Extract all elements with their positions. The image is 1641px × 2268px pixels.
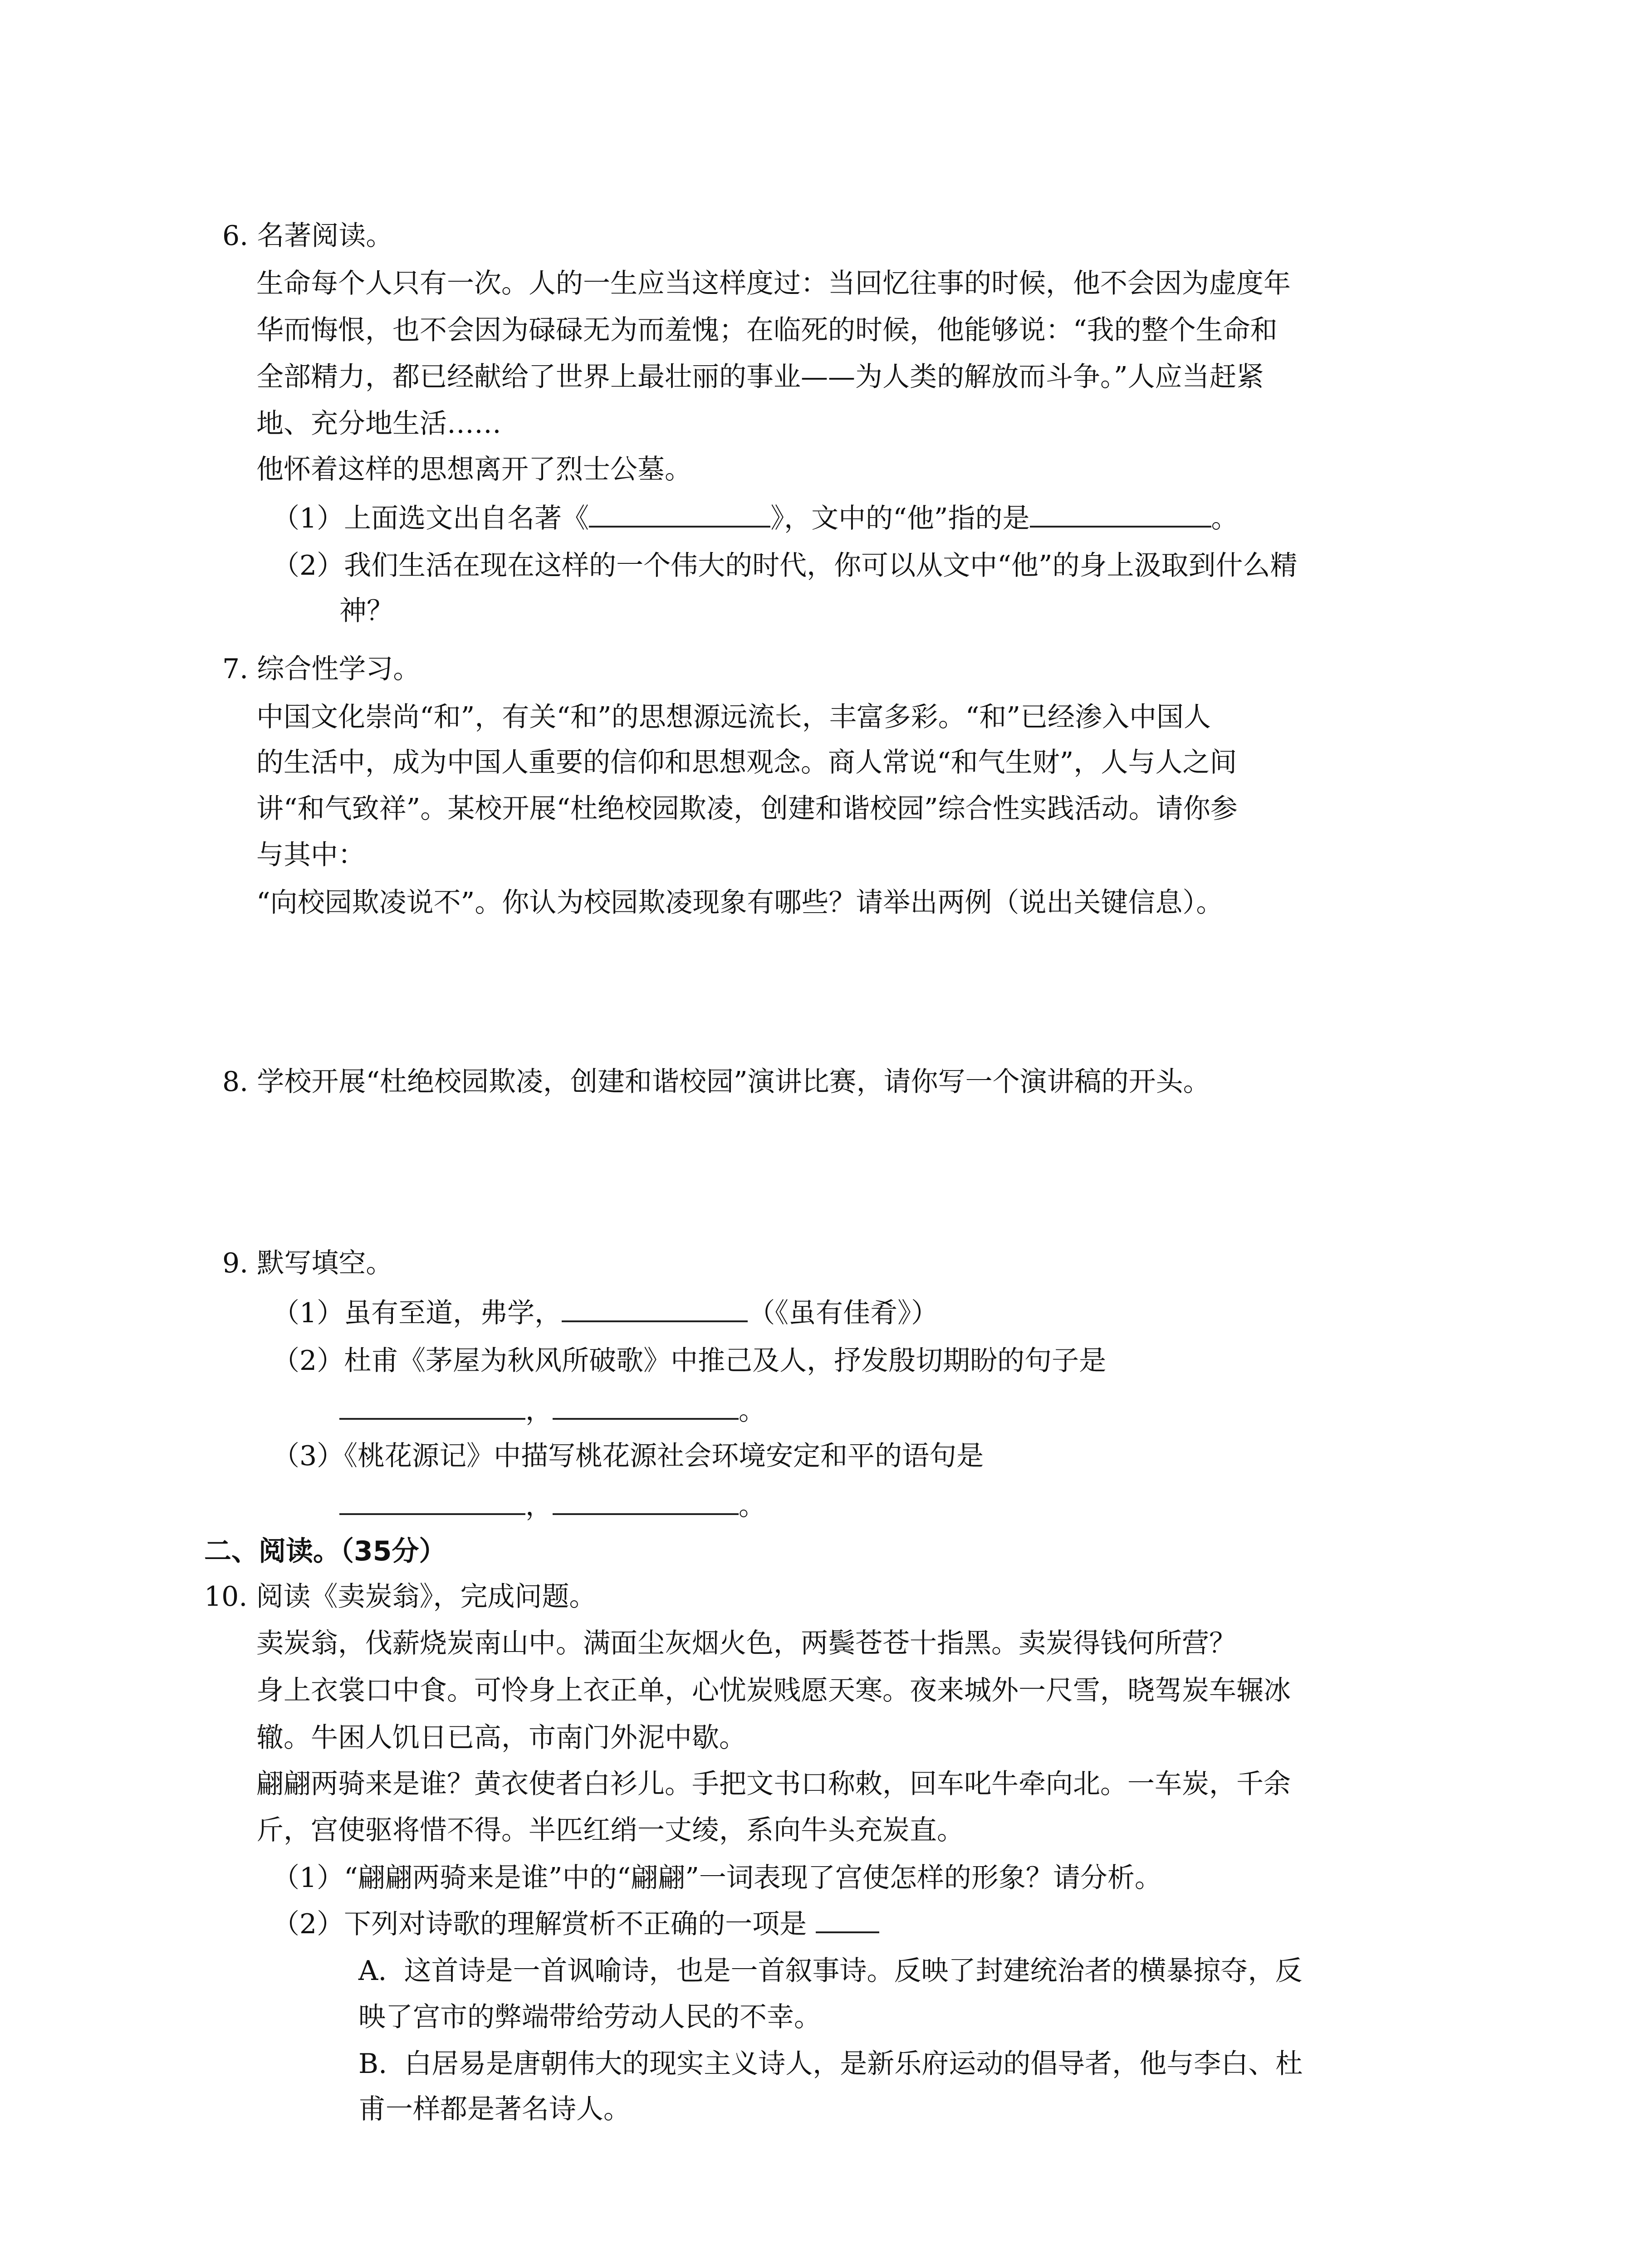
q10-option-a-line: 映了宫市的弊端带给劳动人民的不幸。 bbox=[358, 2001, 821, 2033]
q8-title: 8. 学校开展“杜绝校园欺凌，创建和谐校园”演讲比赛，请你写一个演讲稿的开头。 bbox=[222, 1066, 1210, 1098]
q7-title: 7. 综合性学习。 bbox=[222, 653, 421, 685]
answer-blank[interactable] bbox=[589, 499, 770, 528]
answer-blank[interactable] bbox=[339, 1486, 525, 1515]
answer-blank[interactable] bbox=[1030, 499, 1211, 528]
q10-sub2: （2）下列对诗歌的理解赏析不正确的一项是 bbox=[272, 1904, 879, 1945]
q9-sub3-blanks: ， 。 bbox=[339, 1486, 766, 1526]
q9-sub3: （3）《桃花源记》中描写桃花源社会环境安定和平的语句是 bbox=[272, 1440, 984, 1472]
q10-poem-line: 翩翩两骑来是谁？黄衣使者白衫儿。手把文书口称敕，回车叱牛牵向北。一车炭，千余 bbox=[256, 1768, 1291, 1800]
q6-para-line: 他怀着这样的思想离开了烈士公墓。 bbox=[256, 454, 692, 485]
q10-option-b-line[interactable]: B. 白居易是唐朝伟大的现实主义诗人，是新乐府运动的倡导者，他与李白、杜 bbox=[358, 2048, 1303, 2080]
q6-sub1: （1）上面选文出自名著《 》，文中的“他”指的是 。 bbox=[272, 498, 1239, 539]
answer-blank[interactable] bbox=[553, 1486, 739, 1515]
q10-poem-line: 卖炭翁，伐薪烧炭南山中。满面尘灰烟火色，两鬓苍苍十指黑。卖炭得钱何所营？ bbox=[256, 1628, 1236, 1659]
answer-blank[interactable] bbox=[816, 1904, 879, 1933]
q10-option-a-line[interactable]: A. 这首诗是一首讽喻诗，也是一首叙事诗。反映了封建统治者的横暴掠夺，反 bbox=[358, 1955, 1303, 1987]
q10-title: 10. 阅读《卖炭翁》，完成问题。 bbox=[204, 1581, 597, 1613]
q7-para-line: 与其中： bbox=[256, 839, 365, 871]
q9-sub1: （1）虽有至道，弗学， （《虽有佳肴》） bbox=[272, 1293, 938, 1334]
q6-para-line: 华而悔恨，也不会因为碌碌无为而羞愧；在临死的时候，他能够说：“我的整个生命和 bbox=[256, 314, 1278, 346]
q6-para-line: 全部精力，都已经献给了世界上最壮丽的事业——为人类的解放而斗争。”人应当赶紧 bbox=[256, 361, 1264, 393]
q6-sub2-line: 神？ bbox=[339, 595, 394, 627]
q9-sub2-blanks: ， 。 bbox=[339, 1390, 766, 1431]
q7-para-line: 讲“和气致祥”。某校开展“杜绝校园欺凌，创建和谐校园”综合性实践活动。请你参 bbox=[256, 793, 1238, 825]
q6-title: 6. 名著阅读。 bbox=[222, 220, 393, 252]
q9-title: 9. 默写填空。 bbox=[222, 1247, 393, 1279]
q10-poem-line: 辙。牛困人饥日已高，市南门外泥中歇。 bbox=[256, 1722, 746, 1754]
q6-para-line: 地、充分地生活…… bbox=[256, 408, 501, 440]
answer-blank[interactable] bbox=[339, 1391, 525, 1420]
answer-blank[interactable] bbox=[553, 1391, 739, 1420]
section-heading: 二、阅读。（35分） bbox=[204, 1535, 446, 1567]
q6-sub2-line: （2）我们生活在现在这样的一个伟大的时代，你可以从文中“他”的身上汲取到什么精 bbox=[272, 550, 1298, 582]
q6-para-line: 生命每个人只有一次。人的一生应当这样度过：当回忆往事的时候，他不会因为虚度年 bbox=[256, 268, 1291, 299]
q10-sub1: （1）“翩翩两骑来是谁”中的“翩翩”一词表现了宫使怎样的形象？请分析。 bbox=[272, 1862, 1162, 1894]
answer-blank[interactable] bbox=[562, 1293, 748, 1322]
q10-option-b-line: 甫一样都是著名诗人。 bbox=[358, 2093, 631, 2125]
q7-para-line: 中国文化崇尚“和”，有关“和”的思想源远流长，丰富多彩。“和”已经渗入中国人 bbox=[256, 701, 1211, 733]
q10-poem-line: 身上衣裳口中食。可怜身上衣正单，心忧炭贱愿天寒。夜来城外一尺雪，晓驾炭车辗冰 bbox=[256, 1675, 1291, 1706]
q9-sub2: （2）杜甫《茅屋为秋风所破歌》中推己及人，抒发殷切期盼的句子是 bbox=[272, 1345, 1107, 1377]
q7-para-line: 的生活中，成为中国人重要的信仰和思想观念。商人常说“和气生财”，人与人之间 bbox=[256, 747, 1237, 778]
q10-poem-line: 斤，宫使驱将惜不得。半匹红绡一丈绫，系向牛头充炭直。 bbox=[256, 1814, 964, 1846]
q7-para-line: “向校园欺凌说不”。你认为校园欺凌现象有哪些？请举出两例（说出关键信息）。 bbox=[256, 887, 1224, 919]
